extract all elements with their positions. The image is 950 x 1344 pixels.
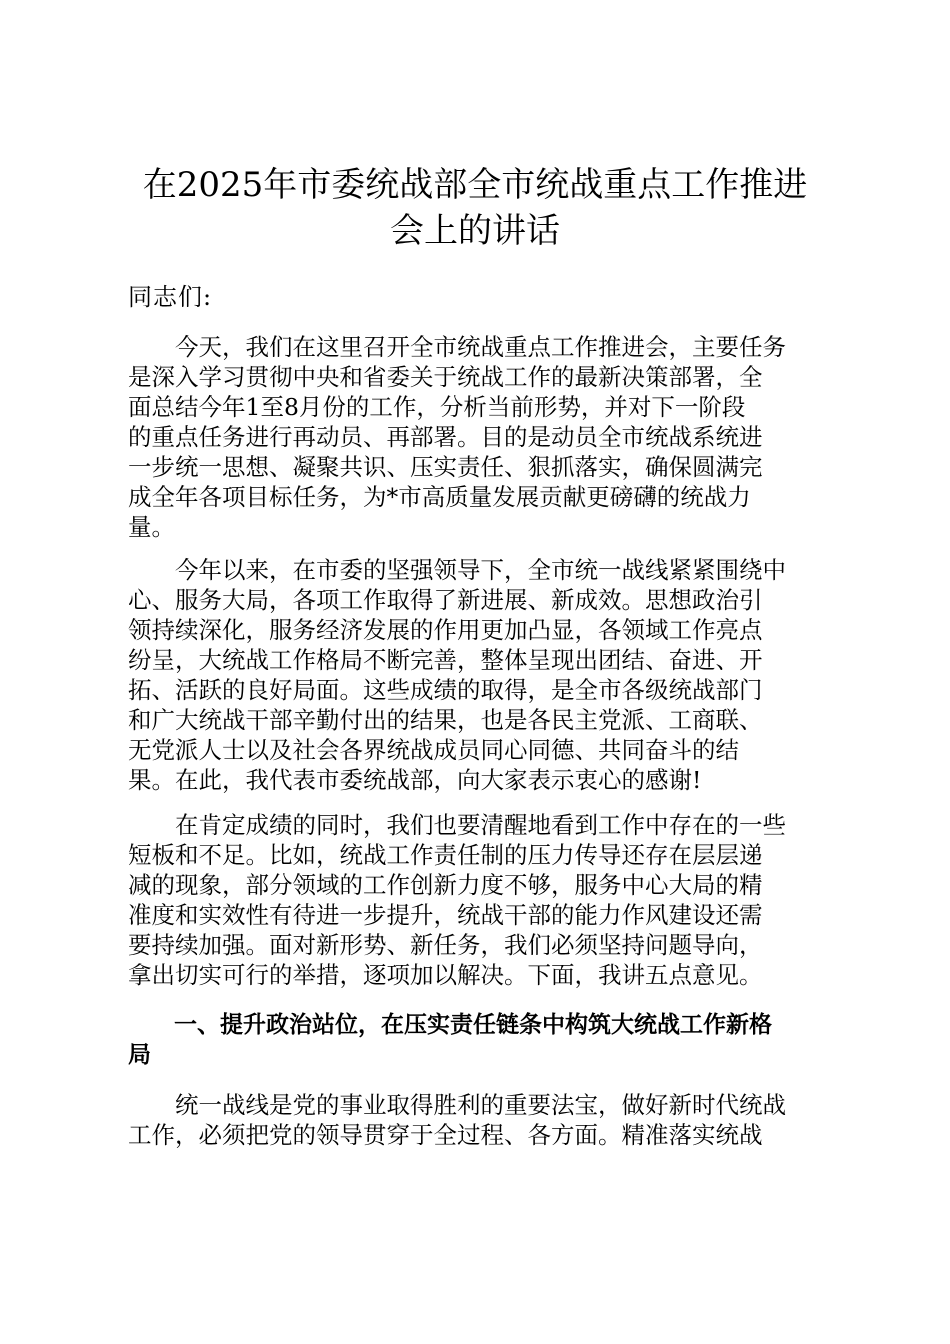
paragraph-line: 和广大统战干部辛勤付出的结果，也是各民主党派、工商联、 bbox=[128, 706, 763, 734]
paragraph-line: 是深入学习贯彻中央和省委关于统战工作的最新决策部署，全 bbox=[128, 363, 763, 391]
document-title bbox=[100, 162, 850, 254]
paragraph-line: 无党派人士以及社会各界统战成员同心同德、共同奋斗的结 bbox=[128, 736, 739, 764]
paragraph-line: 纷呈，大统战工作格局不断完善，整体呈现出团结、奋进、开 bbox=[128, 646, 763, 674]
heading-line: 一、提升政治站位，在压实责任链条中构筑大统战工作新格 bbox=[128, 1012, 772, 1038]
paragraph-line: 心、服务大局，各项工作取得了新进展、新成效。思想政治引 bbox=[128, 586, 763, 614]
title-line: 在2025年市委统战部全市统战重点工作推进 bbox=[142, 165, 808, 205]
paragraph-line: 果。在此，我代表市委统战部，向大家表示衷心的感谢! bbox=[128, 766, 702, 794]
paragraph-line: 成全年各项目标任务，为*市高质量发展贡献更磅礴的统战力 bbox=[128, 483, 751, 511]
paragraph-line: 量。 bbox=[128, 513, 175, 541]
heading-line: 局 bbox=[128, 1042, 151, 1068]
paragraph-line: 一步统一思想、凝聚共识、压实责任、狠抓落实，确保圆满完 bbox=[128, 453, 763, 481]
paragraph-line: 准度和实效性有待进一步提升，统战干部的能力作风建设还需 bbox=[128, 901, 763, 929]
paragraph-line: 领持续深化，服务经济发展的作用更加凸显，各领域工作亮点 bbox=[128, 616, 763, 644]
paragraph-line: 在肯定成绩的同时，我们也要清醒地看到工作中存在的一些 bbox=[128, 811, 786, 839]
paragraph-achievements bbox=[128, 555, 836, 795]
paragraph-line: 的重点任务进行再动员、再部署。目的是动员全市统战系统进 bbox=[128, 423, 763, 451]
paragraph-shortcomings bbox=[128, 810, 836, 990]
salutation: 同志们: bbox=[128, 283, 213, 311]
paragraph-line: 要持续加强。面对新形势、新任务，我们必须坚持问题导向， bbox=[128, 931, 763, 959]
title-line: 会上的讲话 bbox=[390, 211, 560, 251]
paragraph-section-1-body bbox=[128, 1090, 836, 1150]
paragraph-line: 拿出切实可行的举措，逐项加以解决。下面，我讲五点意见。 bbox=[128, 961, 763, 989]
paragraph-line: 短板和不足。比如，统战工作责任制的压力传导还存在层层递 bbox=[128, 841, 763, 869]
paragraph-opening bbox=[128, 332, 836, 542]
paragraph-line: 减的现象，部分领域的工作创新力度不够，服务中心大局的精 bbox=[128, 871, 763, 899]
section-heading-1 bbox=[128, 1010, 836, 1070]
paragraph-line: 统一战线是党的事业取得胜利的重要法宝，做好新时代统战 bbox=[128, 1091, 786, 1119]
paragraph-line: 今天，我们在这里召开全市统战重点工作推进会，主要任务 bbox=[128, 333, 786, 361]
paragraph-line: 拓、活跃的良好局面。这些成绩的取得，是全市各级统战部门 bbox=[128, 676, 763, 704]
paragraph-line: 今年以来，在市委的坚强领导下，全市统一战线紧紧围绕中 bbox=[128, 556, 786, 584]
paragraph-line: 面总结今年1至8月份的工作，分析当前形势，并对下一阶段 bbox=[128, 393, 746, 421]
paragraph-line: 工作，必须把党的领导贯穿于全过程、各方面。精准落实统战 bbox=[128, 1121, 763, 1149]
